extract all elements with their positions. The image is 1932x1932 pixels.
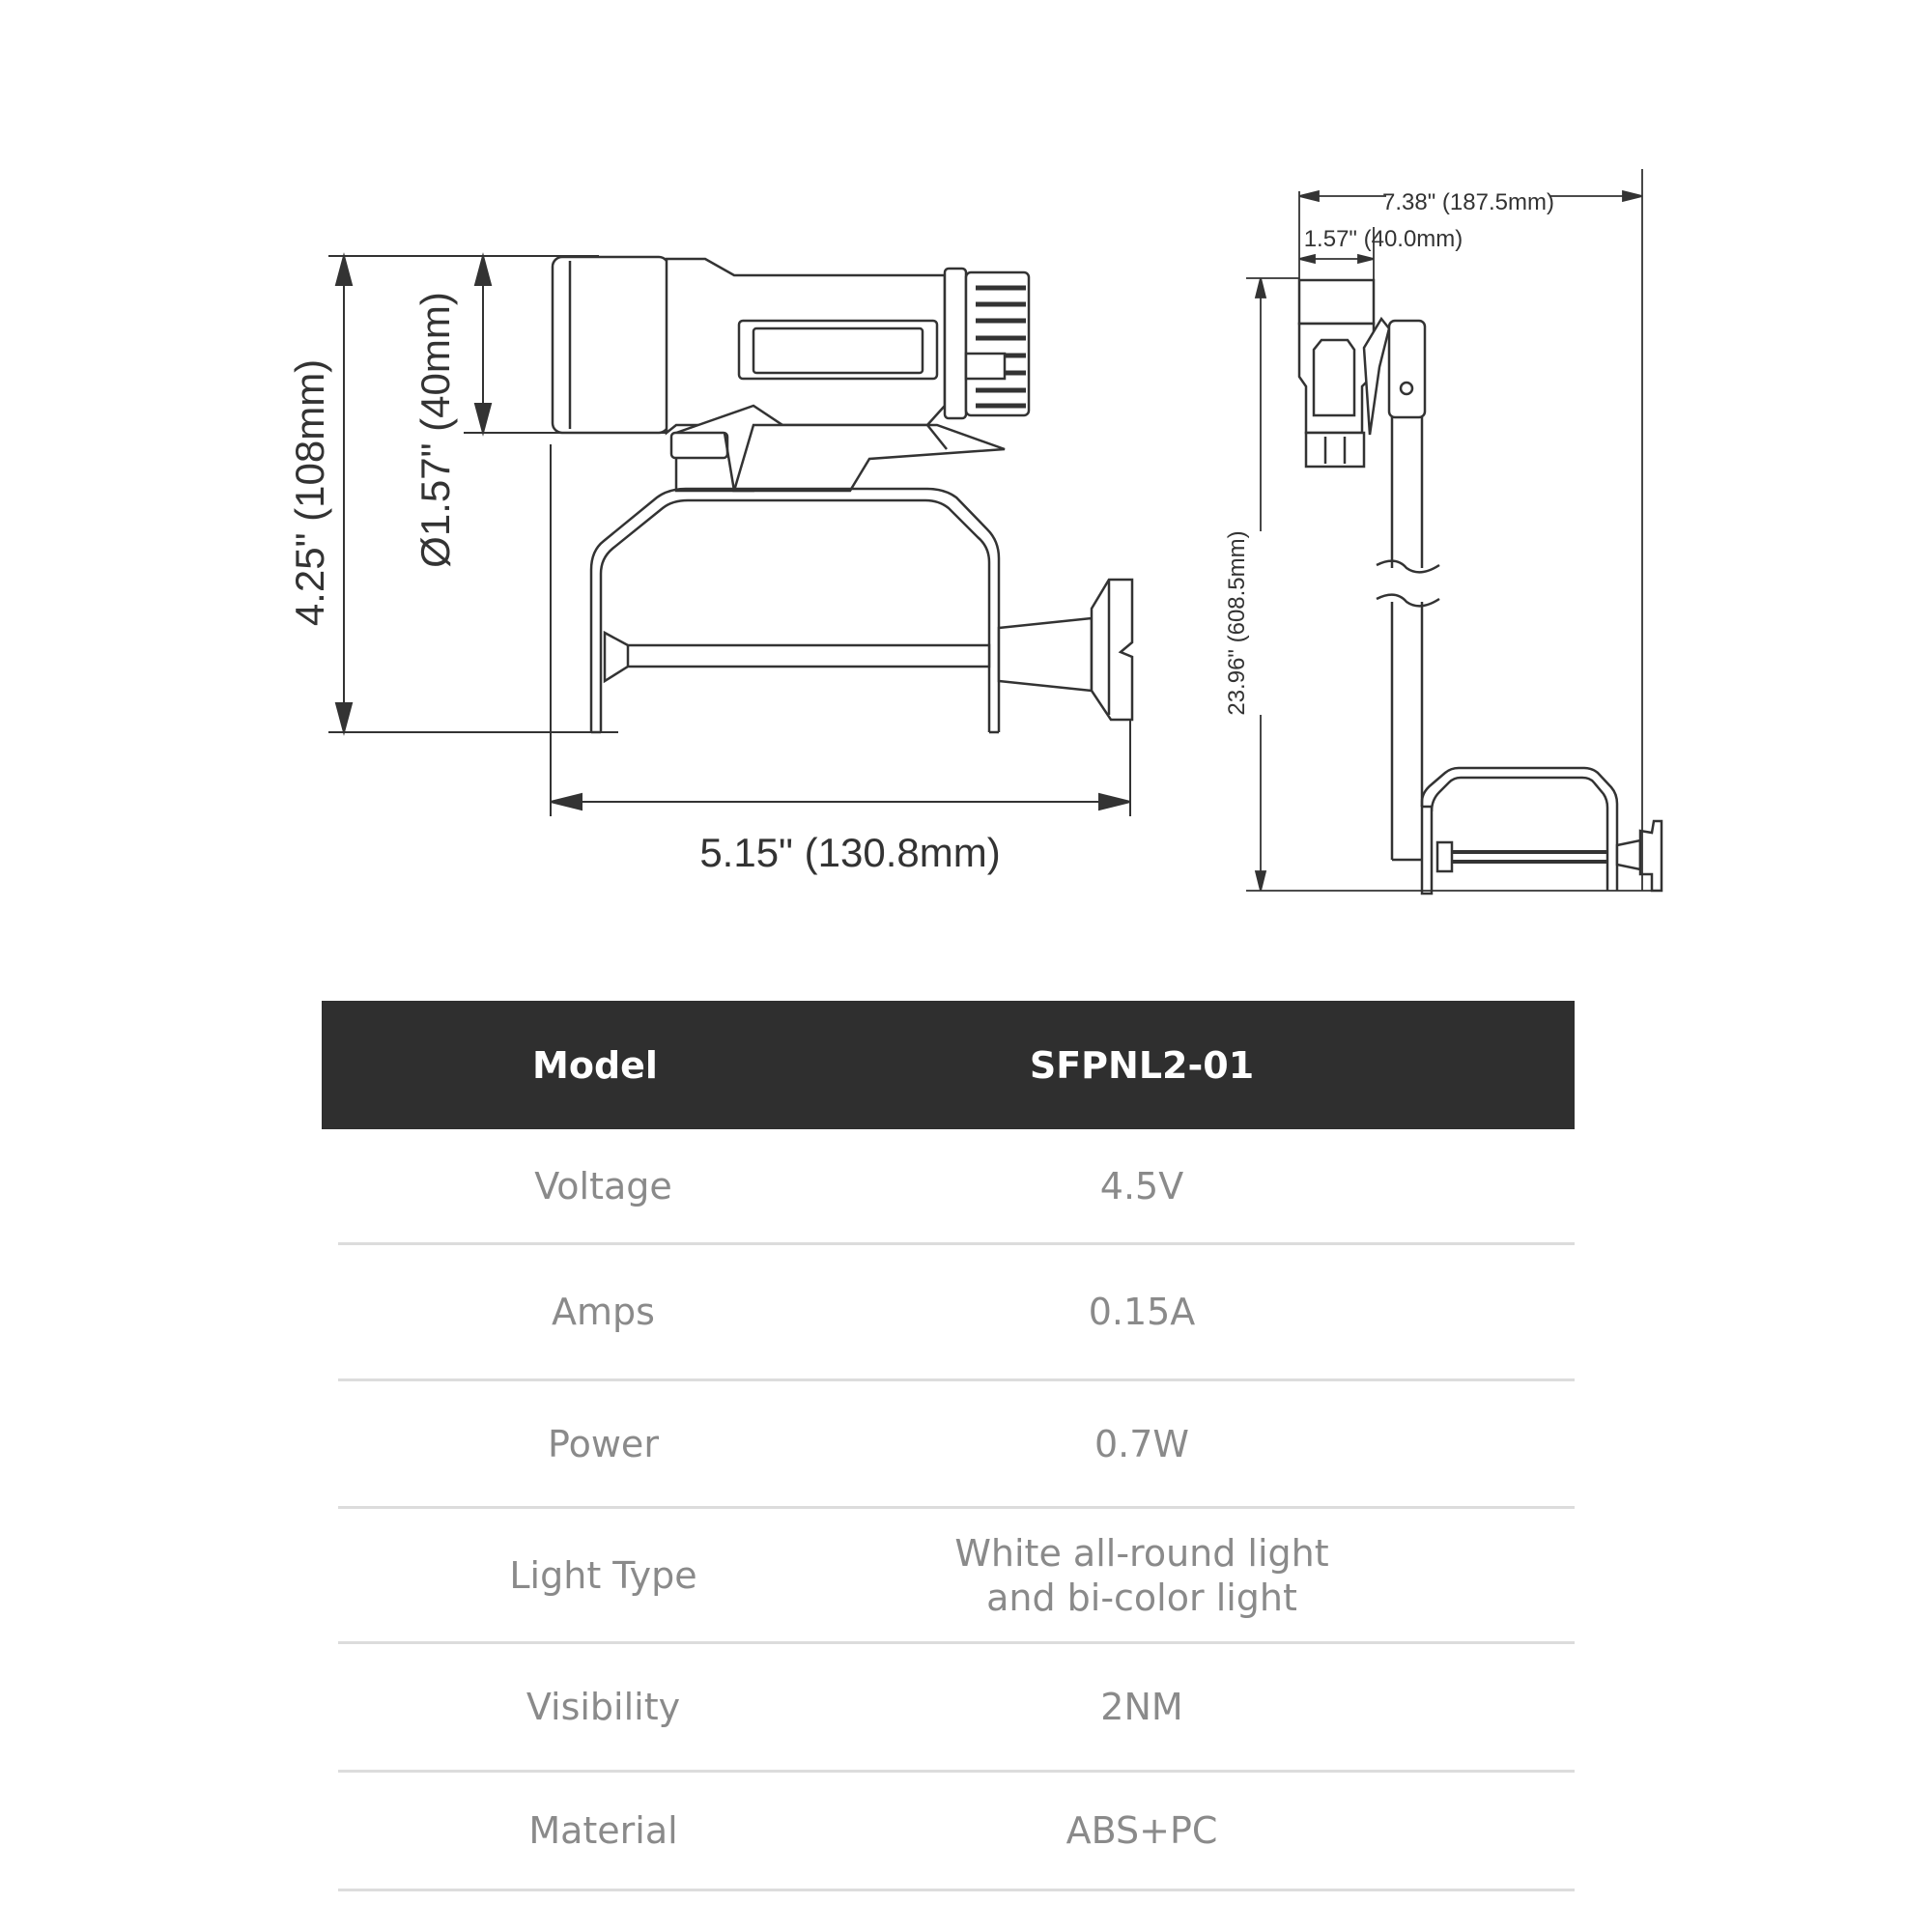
spec-label: Power: [548, 1422, 659, 1465]
clamp: [591, 489, 1132, 732]
head-width-dimension-label: 1.57" (40.0mm): [1303, 226, 1463, 252]
spec-table-header: [322, 1001, 1575, 1129]
side-dimensions: [1246, 169, 1662, 891]
front-view: [553, 257, 1132, 732]
spec-value: 0.15A: [1088, 1291, 1196, 1333]
spec-row-voltage: [338, 1129, 1575, 1245]
lamp-head: [553, 257, 1029, 433]
spec-label: Material: [528, 1809, 678, 1852]
spec-row-amps: [338, 1245, 1575, 1381]
spec-label: Visibility: [526, 1686, 681, 1728]
spec-value: 0.7W: [1094, 1422, 1189, 1465]
overall-width-dimension-label: 7.38" (187.5mm): [1382, 189, 1554, 215]
side-lamp-head: [1299, 280, 1389, 467]
header-model-value: SFPNL2-01: [1029, 1043, 1255, 1087]
side-clamp: [1392, 768, 1662, 894]
spec-label: Amps: [552, 1291, 655, 1333]
overall-height-dimension-label: 23.96" (608.5mm): [1224, 530, 1250, 716]
spec-value: ABS+PC: [1065, 1809, 1218, 1852]
spec-value: 4.5V: [1099, 1164, 1184, 1208]
spec-row-material: [338, 1773, 1575, 1891]
height-dimension-label: 4.25" (108mm): [287, 358, 332, 627]
width-dimension-label: 5.15" (130.8mm): [699, 830, 1001, 875]
spec-value: 2NM: [1100, 1686, 1183, 1728]
side-pole: [1377, 321, 1439, 860]
header-label: Model: [532, 1043, 658, 1087]
diameter-dimension-label: Ø1.57" (40mm): [412, 292, 458, 568]
side-dimension-labels: [1224, 184, 1554, 716]
side-view: [1299, 280, 1662, 894]
spec-row-light-type: [338, 1509, 1575, 1644]
spec-row-power: [338, 1381, 1575, 1509]
spec-table: [322, 1001, 1575, 1891]
spec-row-visibility: [338, 1644, 1575, 1773]
spec-label: Light Type: [509, 1553, 697, 1597]
spec-value: White all-round light and bi-color light: [954, 1531, 1329, 1619]
spec-label: Voltage: [534, 1164, 672, 1208]
